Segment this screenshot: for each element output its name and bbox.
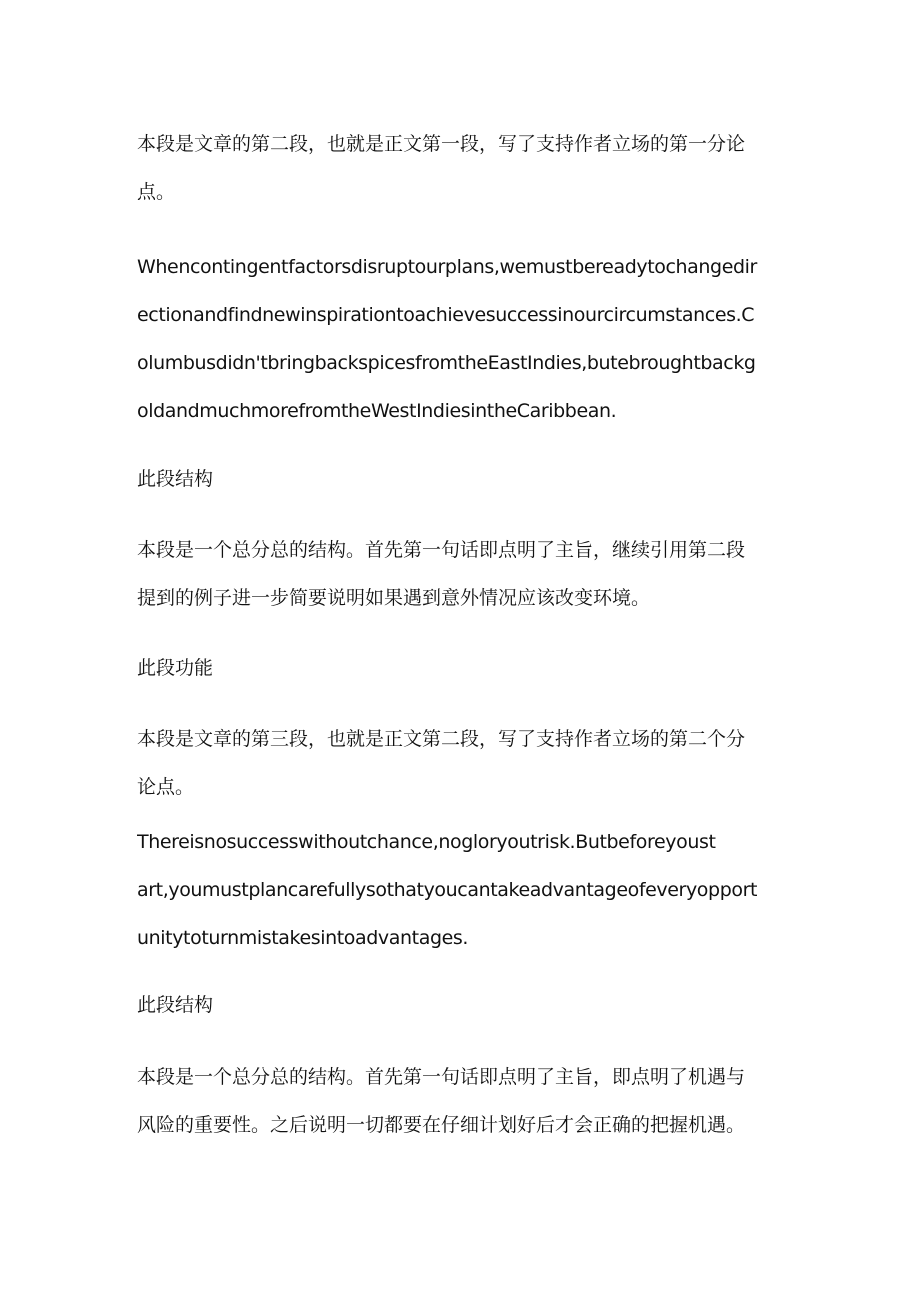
paragraph-5-line-1: Thereisnosuccesswithoutchance,nogloryoutrisk.Butbeforeyoust <box>137 831 716 853</box>
paragraph-1-line-1: 本段是文章的第二段，也就是正文第一段，写了支持作者立场的第一分论 <box>137 133 746 155</box>
paragraph-3-line-1: 本段是一个总分总的结构。首先第一句话即点明了主旨，继续引用第二段 <box>137 539 746 561</box>
section-heading-structure-1: 此段结构 <box>137 468 214 490</box>
section-heading-function: 此段功能 <box>137 657 214 679</box>
paragraph-6-line-2: 风险的重要性。之后说明一切都要在仔细计划好后才会正确的把握机遇。 <box>137 1114 746 1136</box>
paragraph-4-line-1: 本段是文章的第三段，也就是正文第二段，写了支持作者立场的第二个分 <box>137 728 746 750</box>
paragraph-2-line-1: Whencontingentfactorsdisruptourplans,wemustbereadytochangedir <box>137 256 757 278</box>
paragraph-1-line-2: 点。 <box>137 181 176 203</box>
paragraph-3-line-2: 提到的例子进一步简要说明如果遇到意外情况应该改变环境。 <box>137 587 651 609</box>
paragraph-5-line-3: unitytoturnmistakesintoadvantages. <box>137 927 469 949</box>
paragraph-2-line-4: oldandmuchmorefromtheWestIndiesintheCaribbean. <box>137 400 617 422</box>
paragraph-4-line-2: 论点。 <box>137 776 195 798</box>
paragraph-2-line-2: ectionandfindnewinspirationtoachievesuccessinourcircumstances.C <box>137 304 755 326</box>
section-heading-structure-2: 此段结构 <box>137 994 214 1016</box>
paragraph-5-line-2: art,youmustplancarefullysothatyoucantakeadvantageofeveryopport <box>137 879 758 901</box>
paragraph-2-line-3: olumbusdidn'tbringbackspicesfromtheEastIndies,butebroughtbackg <box>137 352 756 374</box>
paragraph-6-line-1: 本段是一个总分总的结构。首先第一句话即点明了主旨，即点明了机遇与 <box>137 1066 746 1088</box>
